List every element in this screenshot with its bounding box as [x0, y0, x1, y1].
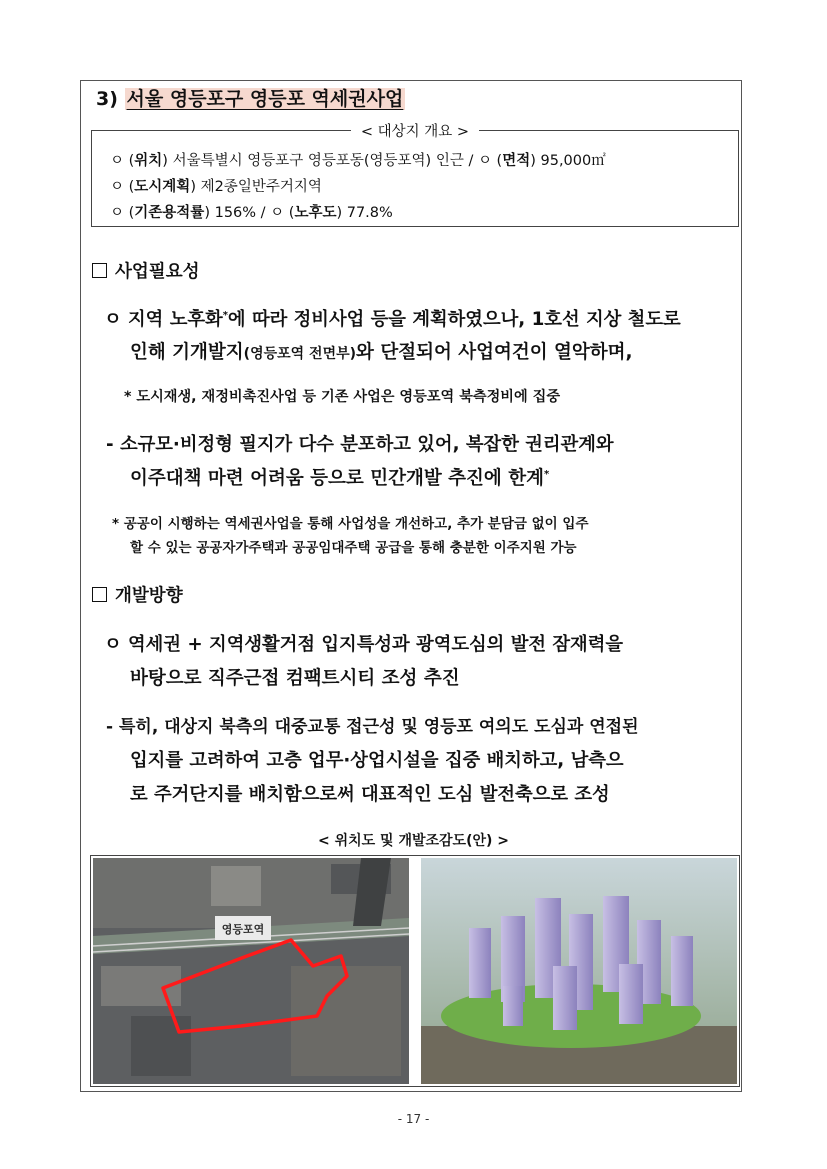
- summary-title: < 대상지 개요 >: [351, 124, 479, 140]
- checkbox-square-icon: [92, 263, 107, 278]
- paragraph-line: - 특히, 대상지 북측의 대중교통 접근성 및 영등포 여의도 도심과 연접된: [106, 717, 639, 737]
- summary-row: ㅇ (위치) 서울특별시 영등포구 영등포동(영등포역) 인근 / ㅇ (면적) 95,000㎡: [110, 153, 606, 169]
- paragraph-line: 로 주거단지를 배치함으로써 대표적인 도심 발전축으로 조성: [130, 784, 610, 805]
- figure-images: [90, 855, 740, 1087]
- heading-title: 서울 영등포구 영등포 역세권사업: [126, 88, 404, 110]
- paragraph-line: 인해 기개발지(영등포역 전면부)와 단절되어 사업여건이 열악하며,: [130, 342, 633, 363]
- paragraph-line: 바탕으로 직주근접 컴팩트시티 조성 추진: [130, 668, 460, 689]
- paragraph-line: ㅇ 지역 노후화*에 따라 정비사업 등을 계획하였으나, 1호선 지상 철도로: [104, 309, 681, 330]
- paragraph-line: 입지를 고려하여 고층 업무·상업시설을 집중 배치하고, 남측으: [130, 750, 624, 771]
- checkbox-square-icon: [92, 587, 107, 602]
- aerial-location-map: [93, 858, 409, 1084]
- footnote: * 공공이 시행하는 역세권사업을 통해 사업성을 개선하고, 추가 분담금 없이 입주: [112, 516, 589, 532]
- figure-caption: < 위치도 및 개발조감도(안) >: [318, 833, 509, 849]
- footnote: * 도시재생, 재정비촉진사업 등 기존 사업은 영등포역 북측정비에 집중: [124, 389, 561, 405]
- summary-row: ㅇ (도시계획) 제2종일반주거지역: [110, 179, 322, 195]
- summary-row: ㅇ (기존용적률) 156% / ㅇ (노후도) 77.8%: [110, 205, 393, 221]
- development-rendering: [421, 858, 737, 1084]
- footnote: 할 수 있는 공공자가주택과 공공임대주택 공급을 통해 충분한 이주지원 가능: [130, 540, 577, 556]
- section-heading: [96, 84, 405, 111]
- page-number: - 17 -: [397, 1112, 430, 1126]
- summary-box: [91, 124, 739, 227]
- paragraph-line: - 소규모·비정형 필지가 다수 분포하고 있어, 복잡한 권리관계와: [106, 434, 614, 455]
- section-title-need: 사업필요성: [92, 258, 200, 283]
- heading-number: 3): [96, 88, 118, 110]
- paragraph-line: 이주대책 마련 어려움 등으로 민간개발 추진에 한계*: [130, 468, 550, 489]
- station-label: 영등포역: [221, 923, 265, 936]
- paragraph-line: ㅇ 역세권 + 지역생활거점 입지특성과 광역도심의 발전 잠재력을: [104, 634, 624, 655]
- section-title-direction: 개발방향: [92, 582, 183, 607]
